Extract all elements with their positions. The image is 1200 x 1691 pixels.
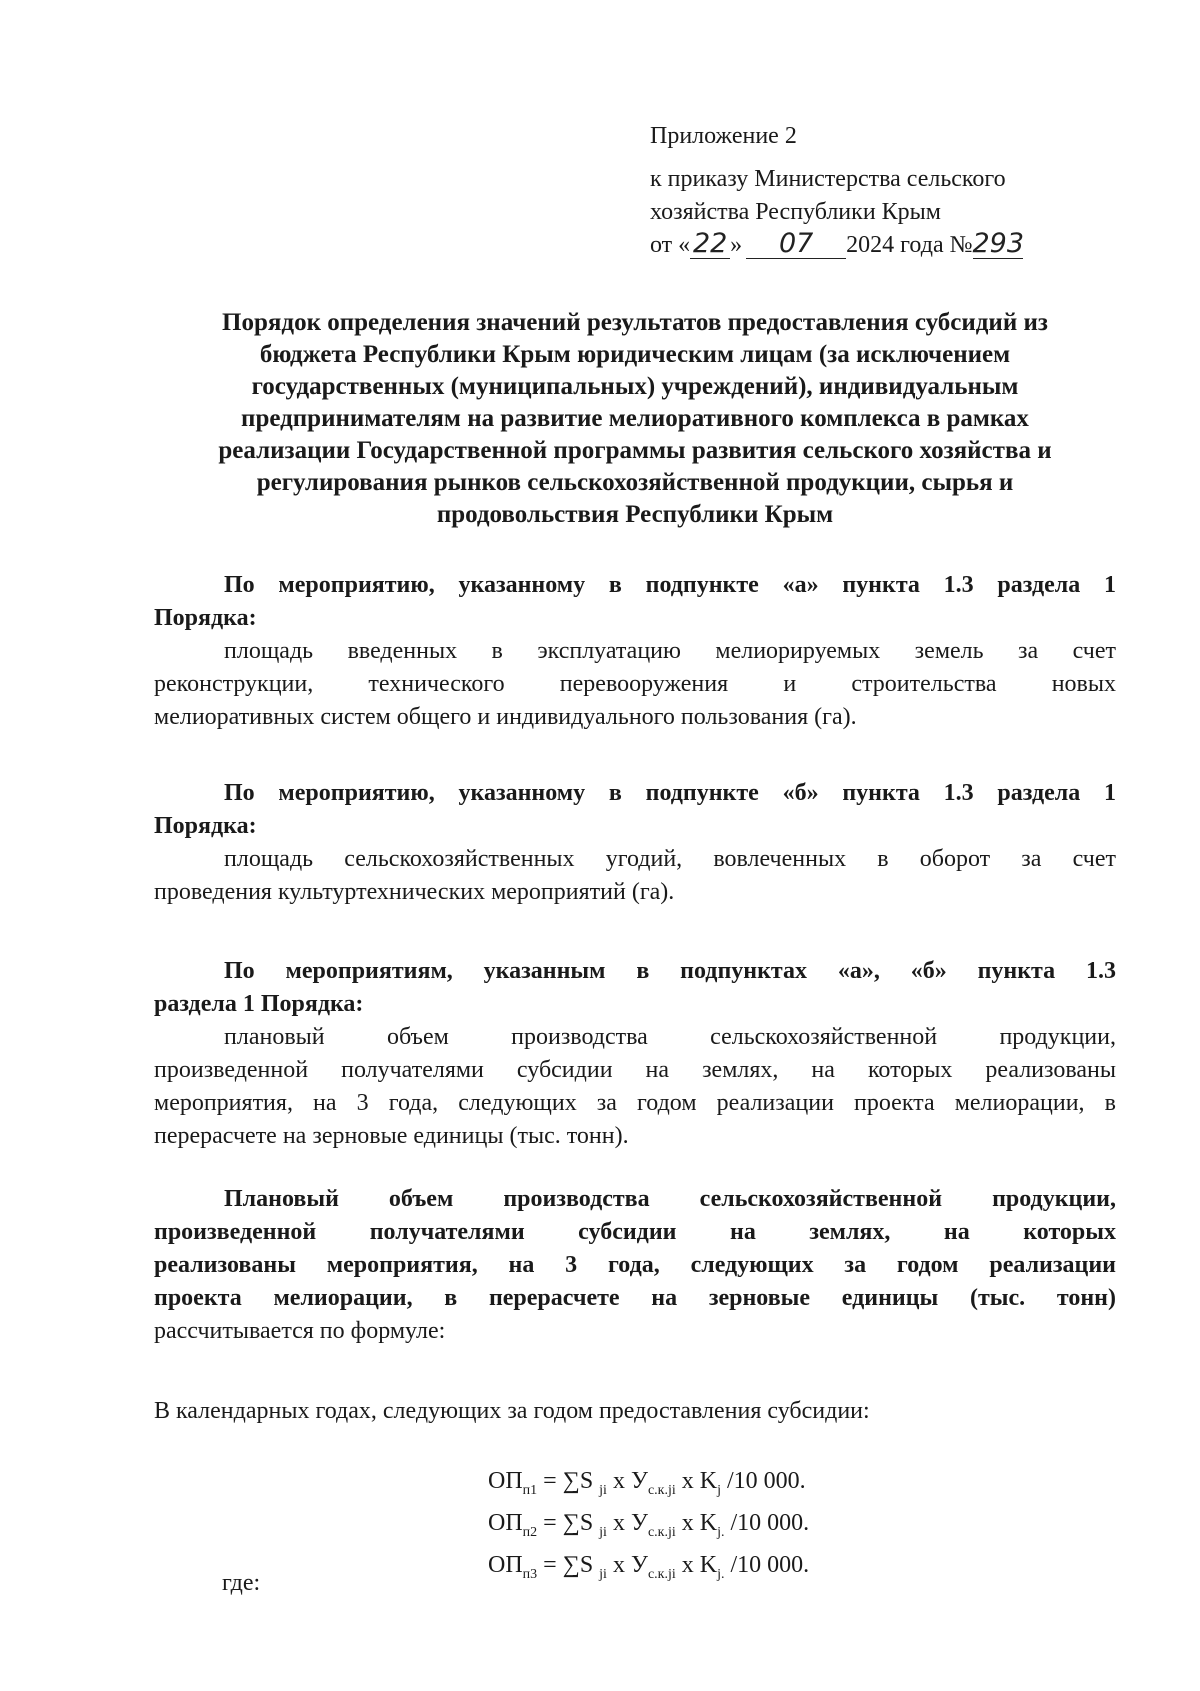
formula-term: /10 000. [724,1551,810,1578]
formula-intro [154,1183,1116,1348]
title-line: регулирования рынков сельскохозяйственной продукции, сырья и [256,469,1014,496]
handwritten-month: 07 [746,230,846,259]
formula-sum: = ∑S [537,1551,600,1578]
section-b [154,777,1116,909]
section-b-heading-cont: Порядка: [154,813,257,839]
formula-term: х K [675,1551,718,1578]
formula-subscript: п3 [522,1566,538,1582]
calendar-years-text: В календарных годах, следующих за годом предоставления субсидии: [154,1398,870,1424]
formula-subscript: с.к.ji [647,1566,676,1582]
calendar-years-line [154,1395,1116,1428]
formula-lhs: ОП [488,1509,523,1536]
section-ab-text: мероприятия, на 3 года, следующих за годом реализации проекта мелиорации, в [154,1090,1116,1116]
section-ab-text: плановый объем производства сельскохозяйственной продукции, [224,1024,1116,1050]
title-line: продовольствия Республики Крым [436,501,834,528]
formula-line [488,1465,809,1507]
section-ab-text: перерасчете на зерновые единицы (тыс. тонн). [154,1123,629,1149]
section-ab [154,955,1116,1153]
title-line: предпринимателям на развитие мелиоративного комплекса в рамках [241,405,1029,432]
formula-intro-bold: проекта мелиорации, в перерасчете на зерновые единицы (тыс. тонн) [154,1285,1116,1311]
formula-line [488,1507,809,1549]
formula-subscript: ji [599,1524,607,1540]
section-ab-heading-cont: раздела 1 Порядка: [154,991,364,1017]
section-b-text: площадь сельскохозяйственных угодий, вовлеченных в оборот за счет [224,846,1116,872]
year-text: 2024 года № [846,232,973,258]
section-a-heading: По мероприятию, указанному в подпункте «а» пункта 1.3 раздела 1 [224,572,1116,598]
section-a [154,569,1116,734]
date-prefix: от « [650,232,691,258]
formula-subscript: п1 [522,1482,538,1498]
formula-term: х K [675,1509,718,1536]
section-ab-heading: По мероприятиям, указанным в подпунктах «а», «б» пункта 1.3 [224,958,1116,984]
section-a-heading-cont: Порядка: [154,605,257,631]
section-b-heading: По мероприятию, указанному в подпункте «б» пункта 1.3 раздела 1 [224,780,1116,806]
formula-subscript: с.к.ji [647,1524,676,1540]
title-line: Порядок определения значений результатов предоставления субсидий из [222,309,1048,336]
appendix-label: Приложение 2 [650,123,797,149]
formula-subscript: j. [717,1566,725,1582]
formula-subscript: ji [599,1482,607,1498]
formula-line [488,1549,809,1591]
section-a-text: реконструкции, технического перевооружения и строительства новых [154,671,1116,697]
formula-subscript: j [717,1482,721,1498]
title-line: бюджета Республики Крым юридическим лицам (за исключением [259,341,1011,368]
formula-lhs: ОП [488,1551,523,1578]
formula-subscript: с.к.ji [647,1482,676,1498]
order-reference-line2: хозяйства Республики Крым [650,199,941,225]
section-ab-text: произведенной получателями субсидии на землях, на которых реализованы [154,1057,1116,1083]
section-b-text: проведения культуртехнических мероприятий (га). [154,879,675,905]
section-a-text: мелиоративных систем общего и индивидуального пользования (га). [154,704,857,730]
formula-term: х У [606,1551,648,1578]
order-reference-line1: к приказу Министерства сельского [650,166,1006,192]
formula-intro-bold: Плановый объем производства сельскохозяйственной продукции, [224,1186,1116,1212]
formula-term: х У [606,1509,648,1536]
formula-term: х У [606,1468,648,1494]
formula-subscript: п2 [522,1524,538,1540]
formula-term: х K [675,1468,718,1494]
title-line: государственных (муниципальных) учреждений), индивидуальным [251,373,1019,400]
formula-sum: = ∑S [537,1509,600,1536]
formula-term: /10 000. [720,1468,806,1494]
title-line: реализации Государственной программы развития сельского хозяйства и [218,437,1052,464]
appendix-header [650,120,1110,262]
formula-lhs: ОП [488,1468,523,1494]
formula-intro-bold: реализованы мероприятия, на 3 года, следующих за годом реализации [154,1252,1116,1278]
formula-intro-text: рассчитывается по формуле: [154,1318,446,1344]
document-title [150,307,1120,531]
formula-term: /10 000. [724,1509,810,1536]
section-a-text: площадь введенных в эксплуатацию мелиорируемых земель за счет [224,638,1116,664]
order-date-line [650,229,1110,262]
formula-block [488,1465,809,1590]
handwritten-day: 22 [690,230,730,259]
where-label: где: [222,1570,261,1596]
date-mid: » [730,232,743,258]
formula-intro-bold: произведенной получателями субсидии на землях, на которых [154,1219,1116,1245]
formula-subscript: ji [599,1566,607,1582]
handwritten-number: 293 [972,228,1025,259]
formula-subscript: j. [717,1524,725,1540]
formula-sum: = ∑S [537,1468,600,1494]
